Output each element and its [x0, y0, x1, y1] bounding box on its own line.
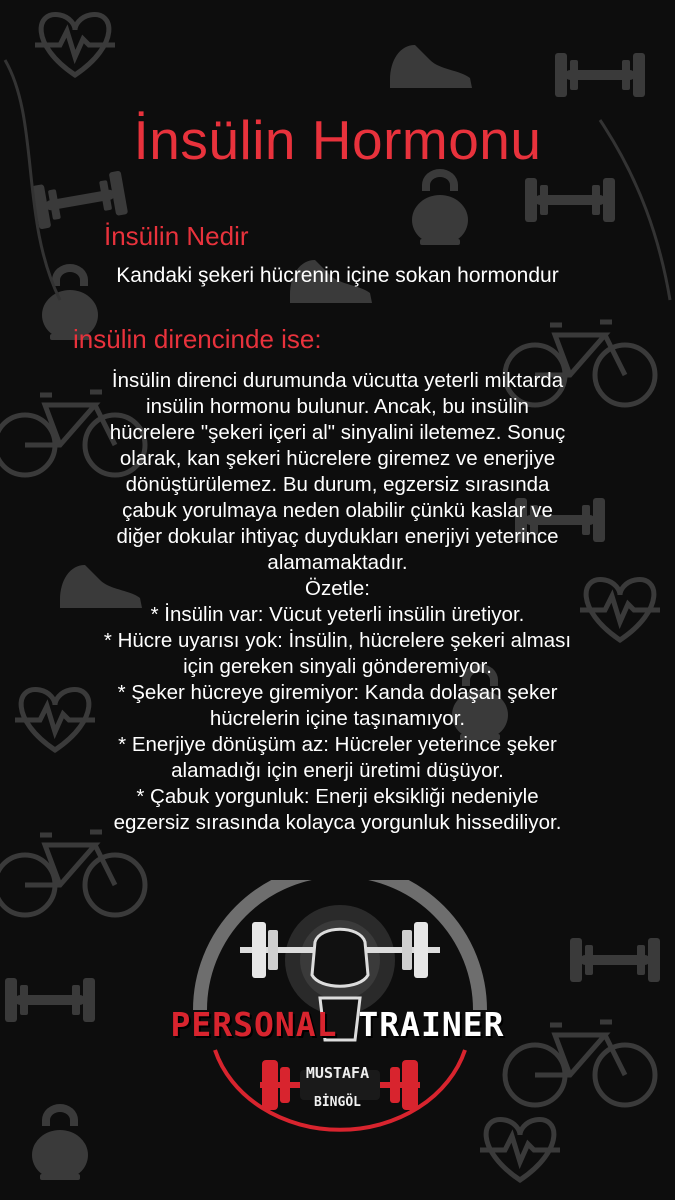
summary-heading: Özetle: [305, 577, 370, 600]
page-title: İnsülin Hormonu [133, 109, 542, 171]
summary-line: için gereken sinyali gönderemiyor. [183, 655, 492, 678]
paragraph-line: diğer dokular ihtiyaç duydukları enerjiyi yeterince [116, 525, 559, 548]
trainer-last-name: BİNGÖL [314, 1095, 361, 1110]
logo-word-personal: PERSONAL [170, 1005, 338, 1044]
paragraph-line: dönüştürülemez. Bu durum, egzersiz sırasında [125, 473, 550, 496]
summary-line: hücrelerin içine taşınamıyor. [209, 707, 466, 730]
summary-line: * Çabuk yorgunluk: Enerji eksikliği nedeniyle [136, 785, 539, 808]
resistance-explanation [20, 368, 655, 836]
section-heading-resistance: insülin direncinde ise: [73, 324, 322, 354]
logo-wordmark [0, 1005, 675, 1044]
paragraph-line: insülin hormonu bulunur. Ancak, bu insülin [146, 395, 529, 418]
logo-word-trainer: TRAINER [358, 1005, 505, 1044]
summary-line: * İnsülin var: Vücut yeterli insülin üretiyor. [150, 603, 525, 626]
summary-line: * Hücre uyarısı yok: İnsülin, hücrelere şekeri alması [103, 629, 572, 652]
summary-line: * Enerjiye dönüşüm az: Hücreler yeterince şeker [118, 733, 557, 756]
summary-line: alamadığı için enerji üretimi düşüyor. [171, 759, 504, 782]
paragraph-line: çabuk yorulmaya neden olabilir çünkü kaslar ve [122, 499, 553, 522]
definition-text: Kandaki şekeri hücrenin içine sokan hormondur [116, 264, 559, 287]
paragraph-line: olarak, kan şekeri hücrelere giremez ve enerjiye [119, 447, 556, 470]
section-heading-what-is: İnsülin Nedir [104, 221, 249, 251]
summary-line: egzersiz sırasında kolayca yorgunluk hissediliyor. [113, 811, 562, 834]
paragraph-line: alamamaktadır. [267, 551, 408, 574]
summary-line: * Şeker hücreye giremiyor: Kanda dolaşan şeker [117, 681, 558, 704]
paragraph-line: hücrelere "şekeri içeri al" sinyalini iletemez. Sonuç [109, 421, 566, 444]
trainer-first-name: MUSTAFA [305, 1064, 370, 1082]
paragraph-line: İnsülin direnci durumunda vücutta yeterli miktarda [111, 369, 564, 392]
